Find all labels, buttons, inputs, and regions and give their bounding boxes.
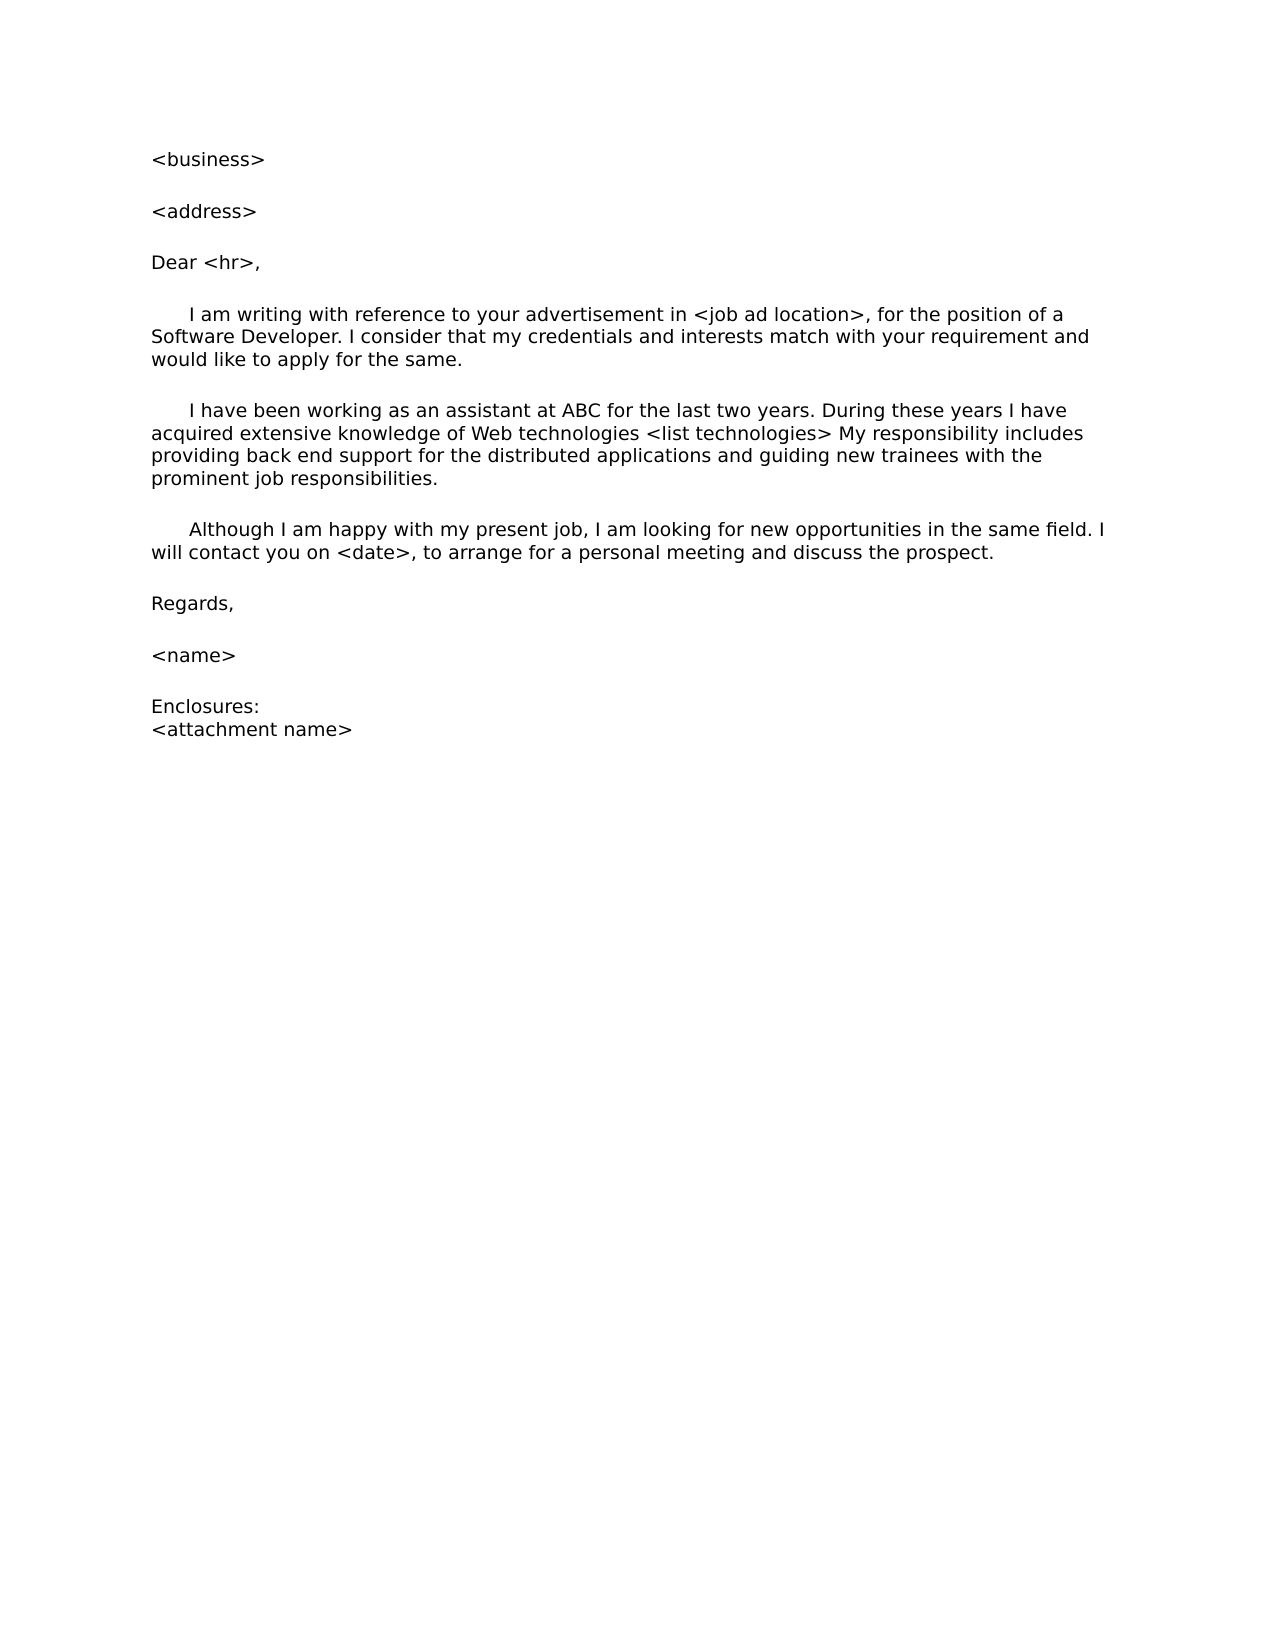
paragraph-3-line-1: Although I am happy with my present job, I am looking for new opportunities in the same field. I bbox=[189, 519, 1105, 541]
paragraph-3-line-2: will contact you on <date>, to arrange for a personal meeting and discuss the prospect. bbox=[151, 541, 995, 564]
paragraph-1-line-1: I am writing with reference to your advertisement in <job ad location>, for the position of a bbox=[189, 303, 1064, 326]
signature-placeholder: <name> bbox=[151, 644, 237, 667]
salutation: Dear <hr>, bbox=[151, 252, 261, 274]
enclosure-item: <attachment name> bbox=[151, 718, 354, 741]
address-placeholder: <address> bbox=[151, 200, 258, 223]
paragraph-2-line-2: acquired extensive knowledge of Web technologies <list technologies> My responsibility includes bbox=[151, 422, 1084, 445]
closing: Regards, bbox=[151, 593, 235, 615]
business-placeholder: <business> bbox=[151, 149, 266, 171]
letter-body bbox=[151, 149, 1121, 741]
paragraph-2-line-1: I have been working as an assistant at ABC for the last two years. During these years I have bbox=[189, 400, 1067, 422]
paragraph-3 bbox=[151, 519, 1121, 564]
paragraph-1-line-2: Software Developer. I consider that my credentials and interests match with your requirement and bbox=[151, 326, 1090, 348]
paragraph-2-line-3: providing back end support for the distributed applications and guiding new trainees with the bbox=[151, 445, 1043, 467]
paragraph-2 bbox=[151, 400, 1121, 490]
paragraph-2-line-4: prominent job responsibilities. bbox=[151, 467, 439, 490]
paragraph-1 bbox=[151, 304, 1121, 372]
enclosures-label: Enclosures: bbox=[151, 696, 260, 718]
paragraph-1-line-3: would like to apply for the same. bbox=[151, 348, 463, 371]
